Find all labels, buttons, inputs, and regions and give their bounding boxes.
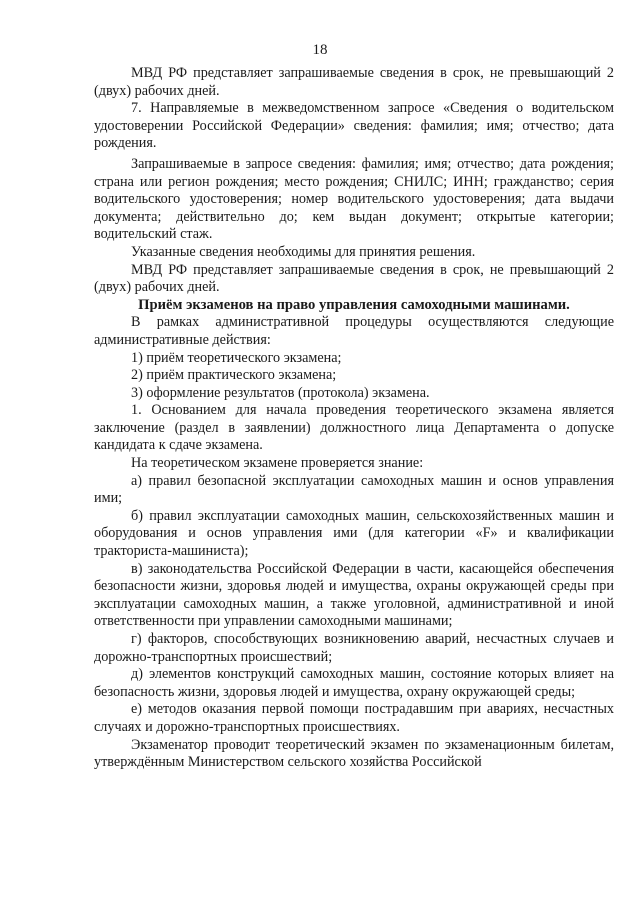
paragraph: МВД РФ представляет запрашиваемые сведения в срок, не превышающий 2 (двух) рабочих дней. <box>94 261 614 296</box>
list-item: 1) приём теоретического экзамена; <box>131 349 342 366</box>
paragraph: 1. Основанием для начала проведения теоретического экзамена является заключение (раздел в заявлении) должностного лица Департамента о допуске кандидата к сдаче экзамена. <box>94 402 614 454</box>
list-item: 3) оформление результатов (протокола) экзамена. <box>131 384 430 401</box>
paragraph: В рамках административной процедуры осуществляются следующие административные действия: <box>94 314 614 348</box>
list-item: д) элементов конструкций самоходных машин, состояние которых влияет на безопасность жизни, здоровья людей и имущества, охрану окружающей среды; <box>94 666 614 700</box>
section-heading: Приём экзаменов на право управления самоходными машинами. <box>138 296 570 313</box>
page-number: 18 <box>312 42 328 58</box>
paragraph: 7. Направляемые в межведомственном запросе «Сведения о водительском удостоверении Российской Федерации» сведения: фамилия; имя; отчество; дата рождения. <box>94 100 614 152</box>
list-item: а) правил безопасной эксплуатации самоходных машин и основ управления ими; <box>94 472 614 507</box>
paragraph: МВД РФ представляет запрашиваемые сведения в срок, не превышающий 2 (двух) рабочих дней. <box>94 65 614 99</box>
paragraph: На теоретическом экзамене проверяется знание: <box>131 455 424 472</box>
list-item: б) правил эксплуатации самоходных машин, сельскохозяйственных машин и оборудования и основ управления ими (для категории «F» и квалификации тракториста-машиниста); <box>94 507 614 560</box>
list-item: 2) приём практического экзамена; <box>131 367 337 384</box>
list-item: в) законодательства Российской Федерации в части, касающейся обеспечения безопасности жизни, здоровья людей и имущества, охраны окружающей среды при эксплуатации самоходных машин, а также уголовной, административной и иной ответственности при управлении самоходными машинами; <box>94 560 614 630</box>
paragraph: Запрашиваемые в запросе сведения: фамилия; имя; отчество; дата рождения; страна или регион рождения; место рождения; СНИЛС; ИНН; гражданство; серия водительского удостоверения; номер водительского удостоверения; дата выдачи документа; действительно до; кем выдан документ; открытые категории; водительский стаж. <box>94 155 614 243</box>
paragraph: Указанные сведения необходимы для принятия решения. <box>131 243 476 260</box>
list-item: г) факторов, способствующих возникновению аварий, несчастных случаев и дорожно-транспортных происшествий; <box>94 631 614 665</box>
paragraph: Экзаменатор проводит теоретический экзамен по экзаменационным билетам, утверждённым Министерством сельского хозяйства Российской <box>94 736 614 771</box>
list-item: е) методов оказания первой помощи пострадавшим при авариях, несчастных случаях и дорожно-транспортных происшествиях. <box>94 701 614 735</box>
document-body <box>94 65 614 772</box>
